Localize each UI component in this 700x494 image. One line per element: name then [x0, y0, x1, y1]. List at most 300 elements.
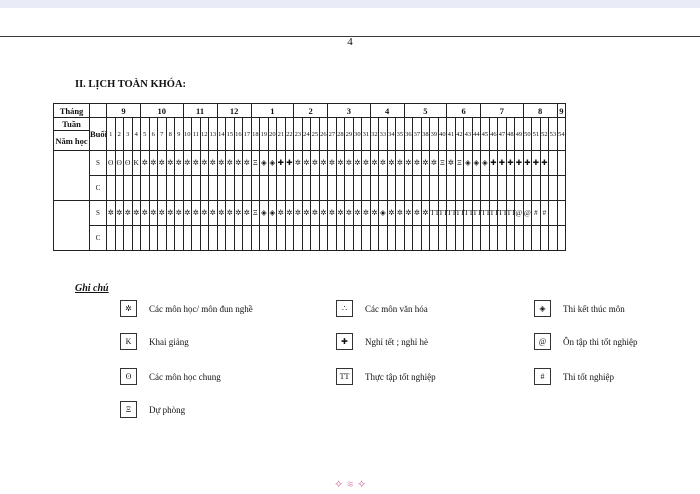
schedule-mark: ✲ [183, 201, 192, 226]
week-number: 12 [200, 118, 209, 151]
schedule-mark: ◈ [379, 201, 388, 226]
schedule-cell [107, 226, 116, 251]
section-title: II. LỊCH TOÀN KHÓA: [75, 79, 187, 90]
schedule-mark: ✲ [243, 151, 252, 176]
week-number: 8 [166, 118, 175, 151]
schedule-cell [158, 226, 167, 251]
schedule-cell [438, 176, 447, 201]
month-cell: 4 [370, 104, 404, 118]
schedule-mark: ✲ [353, 151, 362, 176]
schedule-mark: ✲ [209, 151, 218, 176]
legend-text: Các môn văn hóa [365, 303, 428, 314]
schedule-mark: # [532, 201, 541, 226]
schedule-cell [175, 176, 184, 201]
schedule-mark: ✲ [404, 201, 413, 226]
schedule-mark: # [540, 201, 549, 226]
week-number: 7 [158, 118, 167, 151]
schedule-mark: ✲ [387, 201, 396, 226]
schedule-mark: ✲ [413, 201, 422, 226]
month-cell: 10 [141, 104, 184, 118]
week-number: 49 [515, 118, 524, 151]
week-number: 13 [209, 118, 218, 151]
schedule-mark: ✲ [141, 201, 150, 226]
month-cell: 7 [481, 104, 524, 118]
schedule-mark: TT [464, 201, 473, 226]
schedule-mark: ✲ [379, 151, 388, 176]
legend-item [120, 333, 189, 350]
month-label: Tháng [54, 104, 90, 118]
school-year-label: Năm học [54, 131, 90, 151]
schedule-cell [515, 176, 524, 201]
diamond-icon: ◈ [534, 300, 551, 317]
legend-text: Khai giảng [149, 336, 189, 347]
schedule-table [53, 103, 566, 251]
schedule-mark: TT [438, 201, 447, 226]
schedule-mark: ✲ [166, 151, 175, 176]
schedule-mark: TT [506, 201, 515, 226]
schedule-cell [523, 176, 532, 201]
schedule-cell [557, 151, 566, 176]
week-number: 3 [124, 118, 133, 151]
month-cell: 1 [251, 104, 294, 118]
schedule-cell [540, 226, 549, 251]
schedule-mark: ◈ [481, 151, 490, 176]
month-cell: 11 [183, 104, 217, 118]
month-cell: 8 [523, 104, 557, 118]
schedule-cell [557, 176, 566, 201]
month-cell: 3 [328, 104, 371, 118]
week-number: 37 [413, 118, 422, 151]
schedule-cell [447, 226, 456, 251]
schedule-cell [107, 176, 116, 201]
schedule-mark: ✲ [311, 201, 320, 226]
legend-text: Thi tốt nghiệp [563, 371, 614, 382]
schedule-mark: TT [472, 201, 481, 226]
week-number: 2 [115, 118, 124, 151]
schedule-cell [362, 226, 371, 251]
schedule-cell [277, 226, 286, 251]
schedule-mark: ✲ [217, 201, 226, 226]
week-number: 53 [549, 118, 558, 151]
schedule-mark: ✲ [294, 201, 303, 226]
schedule-mark: ✲ [447, 151, 456, 176]
k-icon: K [120, 333, 137, 350]
schedule-mark: ✲ [149, 151, 158, 176]
legend-item [336, 333, 428, 350]
schedule-cell [285, 226, 294, 251]
schedule-cell [285, 176, 294, 201]
year-cell [54, 201, 90, 251]
schedule-cell [430, 176, 439, 201]
week-number: 48 [506, 118, 515, 151]
schedule-mark: ✚ [277, 151, 286, 176]
schedule-mark: ◈ [464, 151, 473, 176]
schedule-mark: ◈ [260, 151, 269, 176]
schedule-mark: ✲ [217, 151, 226, 176]
schedule-mark: ✲ [166, 201, 175, 226]
legend-text: Dự phòng [149, 404, 186, 415]
schedule-mark: TT [481, 201, 490, 226]
session-label: Buổi [90, 118, 107, 151]
schedule-cell [549, 151, 558, 176]
schedule-cell [268, 176, 277, 201]
schedule-cell [217, 226, 226, 251]
schedule-mark: ✚ [506, 151, 515, 176]
schedule-cell [532, 226, 541, 251]
schedule-cell [302, 176, 311, 201]
schedule-cell [515, 226, 524, 251]
schedule-mark: ✲ [404, 151, 413, 176]
schedule-cell [506, 226, 515, 251]
schedule-mark: ✲ [158, 201, 167, 226]
schedule-cell [115, 176, 124, 201]
schedule-cell [260, 226, 269, 251]
schedule-mark: ✲ [234, 201, 243, 226]
week-number: 50 [523, 118, 532, 151]
schedule-cell [506, 176, 515, 201]
schedule-mark: ✲ [396, 201, 405, 226]
schedule-cell [472, 176, 481, 201]
schedule-mark: TT [498, 201, 507, 226]
schedule-cell [353, 176, 362, 201]
schedule-mark: ✲ [175, 201, 184, 226]
schedule-cell [124, 176, 133, 201]
week-label: Tuần [54, 118, 90, 131]
week-number: 29 [345, 118, 354, 151]
legend-text: Các môn học chung [149, 371, 221, 382]
schedule-cell [336, 176, 345, 201]
tt-icon: TT [336, 368, 353, 385]
schedule-cell [464, 176, 473, 201]
session-s-label: S [90, 151, 107, 176]
schedule-cell [302, 226, 311, 251]
session-c-label: C [90, 226, 107, 251]
schedule-mark: ✲ [328, 201, 337, 226]
schedule-cell [498, 176, 507, 201]
week-number: 18 [251, 118, 260, 151]
schedule-mark: ✲ [175, 151, 184, 176]
schedule-cell [175, 226, 184, 251]
schedule-cell [549, 201, 558, 226]
legend-item [120, 300, 253, 317]
schedule-cell [200, 176, 209, 201]
week-number: 24 [302, 118, 311, 151]
schedule-mark: ✲ [336, 151, 345, 176]
week-number: 30 [353, 118, 362, 151]
week-number: 34 [387, 118, 396, 151]
schedule-cell [404, 226, 413, 251]
schedule-mark: TT [455, 201, 464, 226]
schedule-mark: ✲ [302, 201, 311, 226]
week-number: 40 [438, 118, 447, 151]
week-number: 32 [370, 118, 379, 151]
schedule-cell [209, 176, 218, 201]
week-number: 10 [183, 118, 192, 151]
week-number: 42 [455, 118, 464, 151]
week-number: 54 [557, 118, 566, 151]
week-number: 28 [336, 118, 345, 151]
schedule-mark: ✲ [328, 151, 337, 176]
week-number: 31 [362, 118, 371, 151]
week-number: 6 [149, 118, 158, 151]
schedule-cell [260, 176, 269, 201]
schedule-mark: ◈ [268, 151, 277, 176]
schedule-cell [183, 226, 192, 251]
legend-item [120, 401, 185, 418]
legend-text: Nghỉ tết ; nghỉ hè [365, 336, 428, 347]
week-number: 38 [421, 118, 430, 151]
schedule-cell [464, 226, 473, 251]
schedule-cell [370, 226, 379, 251]
year-cell [54, 151, 90, 201]
schedule-cell [243, 226, 252, 251]
schedule-mark: ✲ [115, 201, 124, 226]
schedule-mark: ✲ [413, 151, 422, 176]
week-number: 44 [472, 118, 481, 151]
schedule-cell [226, 226, 235, 251]
week-number: 26 [319, 118, 328, 151]
schedule-cell [549, 176, 558, 201]
month-cell: 5 [404, 104, 447, 118]
week-number: 11 [192, 118, 201, 151]
schedule-cell [379, 226, 388, 251]
week-number: 15 [226, 118, 235, 151]
schedule-mark: Ξ [438, 151, 447, 176]
schedule-cell [421, 226, 430, 251]
week-number: 33 [379, 118, 388, 151]
schedule-mark: ✚ [285, 151, 294, 176]
schedule-mark: ✲ [302, 151, 311, 176]
schedule-cell [413, 226, 422, 251]
schedule-cell [319, 226, 328, 251]
schedule-mark: K [132, 151, 141, 176]
schedule-cell [209, 226, 218, 251]
schedule-mark: TT [447, 201, 456, 226]
schedule-cell [523, 226, 532, 251]
legend-text: Thực tập tốt nghiệp [365, 371, 436, 382]
week-number: 16 [234, 118, 243, 151]
schedule-cell [489, 226, 498, 251]
schedule-cell [362, 176, 371, 201]
legend-item [534, 368, 614, 385]
schedule-cell [268, 226, 277, 251]
schedule-cell [192, 176, 201, 201]
schedule-cell [379, 176, 388, 201]
week-number: 45 [481, 118, 490, 151]
schedule-cell [447, 176, 456, 201]
schedule-mark: ✲ [387, 151, 396, 176]
schedule-mark: @ [523, 201, 532, 226]
schedule-mark: ✚ [489, 151, 498, 176]
schedule-mark: TT [430, 201, 439, 226]
notes-title: Ghi chú [75, 283, 109, 294]
xi-icon: Ξ [120, 401, 137, 418]
corner-blank [90, 104, 107, 118]
schedule-mark: ✲ [362, 201, 371, 226]
legend-item [336, 300, 428, 317]
schedule-cell [243, 176, 252, 201]
schedule-cell [294, 226, 303, 251]
schedule-cell [421, 176, 430, 201]
week-number: 35 [396, 118, 405, 151]
schedule-cell [472, 226, 481, 251]
schedule-cell [311, 176, 320, 201]
schedule-mark: ✲ [141, 151, 150, 176]
schedule-mark: ✲ [192, 151, 201, 176]
schedule-cell [200, 226, 209, 251]
schedule-mark: ✲ [183, 151, 192, 176]
schedule-cell [557, 226, 566, 251]
dots-icon: ∴ [336, 300, 353, 317]
schedule-mark: ✲ [362, 151, 371, 176]
schedule-cell [277, 176, 286, 201]
schedule-cell [413, 176, 422, 201]
schedule-mark: ◈ [268, 201, 277, 226]
week-number: 52 [540, 118, 549, 151]
schedule-mark: ✲ [107, 201, 116, 226]
week-number: 25 [311, 118, 320, 151]
legend-item [534, 300, 625, 317]
schedule-mark: ◈ [260, 201, 269, 226]
schedule-cell [234, 176, 243, 201]
week-number: 17 [243, 118, 252, 151]
schedule-mark: Ξ [251, 201, 260, 226]
week-number: 41 [447, 118, 456, 151]
legend-item [336, 368, 436, 385]
schedule-cell [396, 176, 405, 201]
schedule-mark: ✲ [336, 201, 345, 226]
schedule-cell [166, 176, 175, 201]
week-number: 23 [294, 118, 303, 151]
month-cell: 6 [447, 104, 481, 118]
schedule-cell [141, 226, 150, 251]
schedule-mark: ✚ [523, 151, 532, 176]
schedule-mark: ✚ [498, 151, 507, 176]
legend-text: Ôn tập thi tốt nghiệp [563, 336, 638, 347]
schedule-cell [438, 226, 447, 251]
schedule-cell [251, 176, 260, 201]
schedule-mark: ✲ [345, 201, 354, 226]
schedule-mark: Ξ [251, 151, 260, 176]
schedule-cell [311, 226, 320, 251]
schedule-mark: ✲ [319, 201, 328, 226]
schedule-cell [489, 176, 498, 201]
schedule-cell [353, 226, 362, 251]
schedule-mark: ✚ [515, 151, 524, 176]
schedule-mark: ✲ [192, 201, 201, 226]
schedule-mark: ✲ [319, 151, 328, 176]
month-cell: 2 [294, 104, 328, 118]
schedule-mark: ✲ [209, 201, 218, 226]
schedule-cell [149, 176, 158, 201]
schedule-mark: ʘ [124, 151, 133, 176]
schedule-cell [158, 176, 167, 201]
legend-text: Các môn học/ môn đun nghề [149, 303, 253, 314]
month-cell: 12 [217, 104, 251, 118]
schedule-cell [336, 226, 345, 251]
month-cell: 9 [107, 104, 141, 118]
schedule-cell [455, 226, 464, 251]
week-number: 43 [464, 118, 473, 151]
schedule-mark: TT [489, 201, 498, 226]
schedule-mark: ʘ [107, 151, 116, 176]
schedule-mark: ✲ [158, 151, 167, 176]
schedule-mark: ✚ [532, 151, 541, 176]
schedule-cell [557, 201, 566, 226]
asterisk-icon: ✲ [120, 300, 137, 317]
schedule-mark: ✲ [294, 151, 303, 176]
schedule-mark: Ξ [455, 151, 464, 176]
schedule-mark: ✲ [132, 201, 141, 226]
week-number: 51 [532, 118, 541, 151]
week-number: 19 [260, 118, 269, 151]
at-icon: @ [534, 333, 551, 350]
schedule-cell [166, 226, 175, 251]
circle-icon: ʘ [120, 368, 137, 385]
top-band [0, 0, 700, 8]
legend-item [120, 368, 221, 385]
schedule-mark: ✲ [421, 151, 430, 176]
schedule-cell [183, 176, 192, 201]
schedule-mark: ✲ [124, 201, 133, 226]
week-number: 39 [430, 118, 439, 151]
week-number: 5 [141, 118, 150, 151]
schedule-cell [132, 226, 141, 251]
schedule-cell [226, 176, 235, 201]
schedule-cell [549, 226, 558, 251]
page-number: 4 [347, 36, 353, 48]
stamp-mark: ⟡ ≋ ⟡ [335, 478, 367, 490]
legend-text: Thi kết thúc môn [563, 303, 625, 314]
schedule-mark: ✚ [540, 151, 549, 176]
schedule-cell [455, 176, 464, 201]
week-number: 9 [175, 118, 184, 151]
schedule-cell [387, 226, 396, 251]
schedule-mark: ✲ [200, 201, 209, 226]
schedule-mark: ✲ [370, 151, 379, 176]
schedule-cell [345, 176, 354, 201]
week-number: 4 [132, 118, 141, 151]
schedule-cell [498, 226, 507, 251]
week-number: 36 [404, 118, 413, 151]
schedule-cell [217, 176, 226, 201]
schedule-mark: ✲ [430, 151, 439, 176]
schedule-cell [532, 176, 541, 201]
schedule-cell [387, 176, 396, 201]
schedule-cell [328, 226, 337, 251]
schedule-mark: ✲ [277, 201, 286, 226]
schedule-cell [404, 176, 413, 201]
schedule-mark: ✲ [345, 151, 354, 176]
week-number: 14 [217, 118, 226, 151]
schedule-mark: ✲ [396, 151, 405, 176]
schedule-mark: ✲ [243, 201, 252, 226]
plus-icon: ✚ [336, 333, 353, 350]
week-number: 46 [489, 118, 498, 151]
schedule-mark: ✲ [149, 201, 158, 226]
schedule-cell [115, 226, 124, 251]
schedule-mark: ✲ [370, 201, 379, 226]
schedule-cell [251, 226, 260, 251]
schedule-mark: @ [515, 201, 524, 226]
schedule-cell [149, 226, 158, 251]
schedule-mark: ✲ [234, 151, 243, 176]
schedule-mark: ✲ [421, 201, 430, 226]
hash-icon: # [534, 368, 551, 385]
schedule-mark: ✲ [226, 151, 235, 176]
week-number: 22 [285, 118, 294, 151]
schedule-cell [141, 176, 150, 201]
